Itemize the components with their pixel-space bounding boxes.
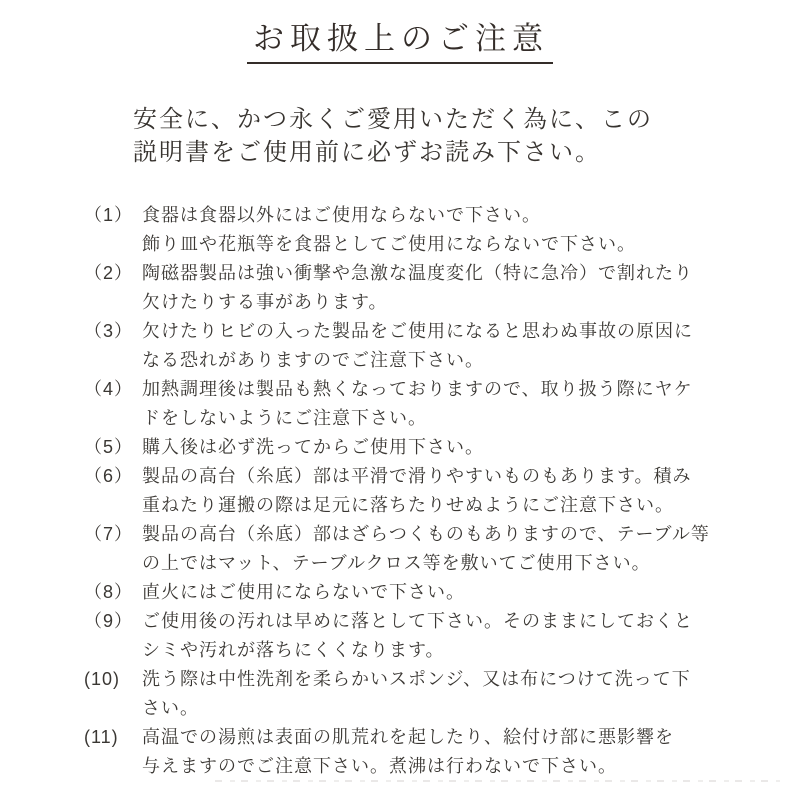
item-line: の上ではマット、テーブルクロス等を敷いてご使用下さい。 — [142, 553, 651, 573]
item-number: （2） — [84, 263, 134, 283]
item-line: 直火にはご使用にならないで下さい。 — [142, 582, 465, 602]
item-number: （4） — [84, 379, 134, 399]
item-line: ご使用後の汚れは早めに落として下さい。そのままにしておくと — [142, 611, 693, 631]
item-line: 与えますのでご注意下さい。煮沸は行わないで下さい。 — [142, 756, 617, 776]
precaution-item-4 — [84, 375, 800, 433]
item-line: 欠けたりヒビの入った製品をご使用になると思わぬ事故の原因に — [142, 321, 693, 341]
precaution-item-8 — [84, 578, 800, 607]
item-number: （3） — [84, 321, 134, 341]
intro-paragraph — [133, 103, 800, 169]
intro-line-1: 安全に、かつ永くご愛用いただく為に、この — [133, 106, 653, 133]
item-text — [142, 201, 732, 259]
item-line: 欠けたりする事があります。 — [142, 292, 388, 312]
clipped-next-line-sliver — [215, 780, 780, 782]
item-line: ドをしないようにご注意下さい。 — [142, 408, 427, 428]
item-text — [142, 317, 732, 375]
item-number: （6） — [84, 466, 134, 486]
precaution-item-7 — [84, 520, 800, 578]
item-line: 購入後は必ず洗ってからご使用下さい。 — [142, 437, 484, 457]
item-text — [142, 607, 732, 665]
item-line: 加熱調理後は製品も熱くなっておりますので、取り扱う際にヤケ — [142, 379, 693, 399]
item-line: なる恐れがありますのでご注意下さい。 — [142, 350, 484, 370]
precaution-list — [84, 201, 800, 781]
item-text — [142, 520, 732, 578]
precaution-item-10 — [84, 665, 800, 723]
item-line: 飾り皿や花瓶等を食器としてご使用にならないで下さい。 — [142, 234, 636, 254]
item-text — [142, 259, 732, 317]
item-number: (10) — [84, 669, 121, 689]
item-text — [142, 578, 732, 607]
item-line: 製品の高台（糸底）部は平滑で滑りやすいものもあります。積み — [142, 466, 692, 486]
item-line: シミや汚れが落ちにくくなります。 — [142, 640, 445, 660]
item-number: （9） — [84, 611, 134, 631]
item-line: 食器は食器以外にはご使用ならないで下さい。 — [142, 205, 541, 225]
intro-line-2: 説明書をご使用前に必ずお読み下さい。 — [133, 139, 601, 166]
precaution-item-1 — [84, 201, 800, 259]
item-number: （1） — [84, 205, 134, 225]
precaution-item-5 — [84, 433, 800, 462]
precaution-item-6 — [84, 462, 800, 520]
precaution-item-3 — [84, 317, 800, 375]
item-number: (11) — [84, 727, 119, 747]
item-line: 高温での湯煎は表面の肌荒れを起したり、絵付け部に悪影響を — [142, 727, 674, 747]
item-line: 重ねたり運搬の際は足元に落ちたりせぬようにご注意下さい。 — [142, 495, 674, 515]
item-line: さい。 — [142, 698, 199, 718]
item-text — [142, 665, 732, 723]
item-number: （7） — [84, 524, 134, 544]
precaution-item-11 — [84, 723, 800, 781]
item-text — [142, 375, 732, 433]
item-number: （8） — [84, 582, 134, 602]
precaution-item-9 — [84, 607, 800, 665]
item-line: 洗う際は中性洗剤を柔らかいスポンジ、又は布につけて洗って下 — [142, 669, 691, 689]
item-number: （5） — [84, 437, 134, 457]
item-text — [142, 462, 732, 520]
item-line: 製品の高台（糸底）部はざらつくものもありますので、テーブル等 — [142, 524, 710, 544]
title-section — [0, 21, 800, 64]
item-text — [142, 723, 732, 781]
item-text — [142, 433, 732, 462]
precaution-item-2 — [84, 259, 800, 317]
item-line: 陶磁器製品は強い衝撃や急激な温度変化（特に急冷）で割れたり — [142, 263, 693, 283]
page-title: お取扱上のご注意 — [247, 21, 553, 64]
